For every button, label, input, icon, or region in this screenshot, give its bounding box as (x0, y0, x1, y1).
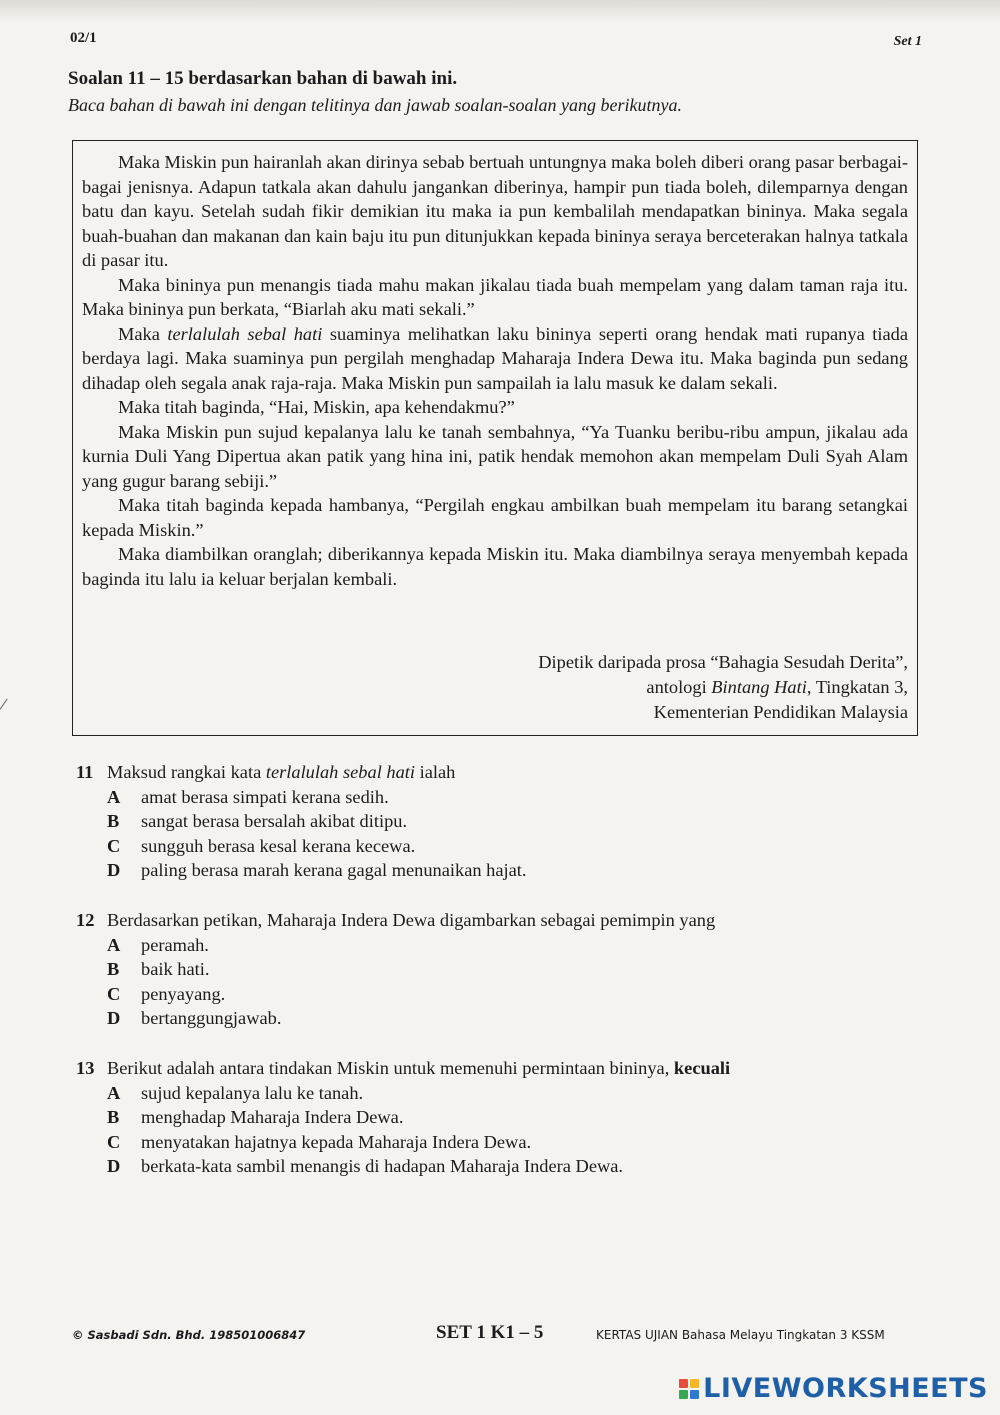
question-11 (76, 760, 527, 883)
question-stem: Maksud rangkai kata terlalulah sebal hati ialah (107, 762, 456, 782)
source-line: Kementerian Pendidikan Malaysia (653, 702, 908, 722)
liveworksheets-logo[interactable] (679, 1373, 988, 1404)
question-number: 11 (76, 762, 94, 782)
option-b[interactable]: B sangat berasa bersalah akibat ditipu. (107, 811, 408, 831)
section-instruction: Baca bahan di bawah ini dengan telitinya dan jawab soalan-soalan yang berikutnya. (68, 95, 682, 115)
question-number: 13 (76, 1058, 95, 1078)
option-d[interactable]: D paling berasa marah kerana gagal menunaikan hajat. (107, 860, 527, 880)
question-12 (76, 908, 715, 1031)
liveworksheets-icon (679, 1379, 699, 1399)
page-label: SET 1 K1 – 5 (436, 1322, 544, 1343)
question-stem: Berdasarkan petikan, Maharaja Indera Dewa digambarkan sebagai pemimpin yang (107, 910, 716, 930)
option-b[interactable]: B baik hati. (107, 959, 210, 979)
passage-text (82, 150, 908, 591)
set-label: Set 1 (893, 34, 922, 49)
passage-paragraph: Maka diambilkan oranglah; diberikannya kepada Miskin itu. Maka diambilnya seraya menyembah kepada baginda itu lalu ia keluar berjalan kembali. (82, 544, 908, 589)
passage-paragraph: Maka titah baginda, “Hai, Miskin, apa kehendakmu?” (118, 397, 515, 417)
margin-mark (0, 699, 14, 716)
option-a[interactable]: A sujud kepalanya lalu ke tanah. (107, 1082, 364, 1103)
question-stem: Berikut adalah antara tindakan Miskin untuk memenuhi permintaan bininya, kecuali (107, 1058, 731, 1078)
option-d[interactable]: D berkata-kata sambil menangis di hadapan Maharaja Indera Dewa. (107, 1156, 624, 1176)
publisher-credit: © Sasbadi Sdn. Bhd. 198501006847 (72, 1328, 306, 1342)
passage-paragraph: Maka Miskin pun sujud kepalanya lalu ke tanah sembahnya, “Ya Tuanku beribu-ribu ampun, jikalau ada kurnia Duli Yang Dipertua akan patik yang hina ini, patik hendak memohon akan mempelam Duli Syah Alam yang gugur barang sebiji.” (82, 421, 908, 491)
option-a[interactable]: A amat berasa simpati kerana sedih. (107, 786, 389, 807)
source-line: Dipetik daripada prosa “Bahagia Sesudah Derita”, (538, 652, 908, 672)
question-13 (76, 1056, 730, 1179)
paper-code: 02/1 (70, 30, 97, 46)
paper-title: KERTAS UJIAN Bahasa Melayu Tingkatan 3 KSSM (596, 1328, 885, 1342)
source-line: antologi Bintang Hati, Tingkatan 3, (646, 677, 908, 697)
passage-paragraph: Maka bininya pun menangis tiada mahu makan jikalau tiada buah mempelam yang dalam taman raja itu. Maka bininya pun berkata, “Biarlah aku mati sekali.” (82, 274, 908, 319)
option-a[interactable]: A peramah. (107, 934, 209, 955)
option-d[interactable]: D bertanggungjawab. (107, 1008, 282, 1028)
option-b[interactable]: B menghadap Maharaja Indera Dewa. (107, 1107, 404, 1127)
section-heading: Soalan 11 – 15 berdasarkan bahan di bawah ini. (68, 68, 458, 89)
option-c[interactable]: C penyayang. (107, 983, 226, 1004)
passage-paragraph: Maka titah baginda kepada hambanya, “Pergilah engkau ambilkan buah mempelam itu barang setangkai kepada Miskin.” (82, 495, 908, 540)
option-c[interactable]: C sungguh berasa kesal kerana kecewa. (107, 835, 416, 856)
passage-source (538, 650, 908, 725)
option-c[interactable]: C menyatakan hajatnya kepada Maharaja Indera Dewa. (107, 1131, 532, 1152)
passage-paragraph: Maka terlalulah sebal hati suaminya melihatkan laku bininya seperti orang hendak mati rupanya tiada berdaya lagi. Maka suaminya pun pergilah menghadap Maharaja Indera Dewa itu. Maka baginda pun sedang dihadap oleh segala anak raja-raja. Maka Miskin pun sampailah ia lalu masuk ke dalam sekali. (82, 323, 908, 393)
liveworksheets-wordmark: LIVEWORKSHEETS (703, 1373, 988, 1404)
highlighted-phrase: terlalulah sebal hati (167, 323, 323, 344)
question-number: 12 (76, 910, 95, 930)
passage-paragraph: Maka Miskin pun hairanlah akan dirinya sebab bertuah untungnya maka boleh diberi orang pasar berbagai-bagai jenisnya. Adapun tatkala akan dahulu jangankan diberinya, hampir pun tiada boleh, dilemparnya dengan batu dan kayu. Setelah sudah fikir demikian itu maka ia pun kembalilah mendapatkan bininya. Maka segala buah-buahan dan makanan dan kain baju itu pun ditunjukkan kepada bininya seraya berceterakan halnya tatkala di pasar itu. (82, 152, 908, 270)
scan-top-edge (0, 0, 1000, 22)
